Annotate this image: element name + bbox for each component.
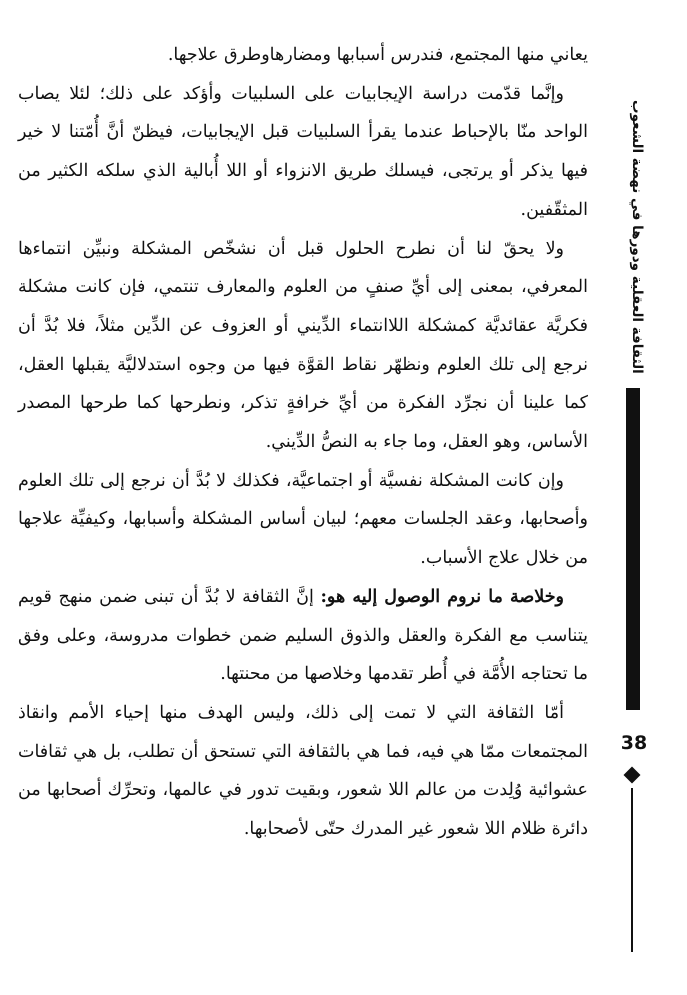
diamond-icon	[624, 767, 641, 784]
paragraph-social-problem: وإن كانت المشكلة نفسيَّة أو اجتماعيَّة، فكذلك لا بُدَّ أن نرجع إلى تلك العلوم وأصحابها، وعقد الجلسات معهم؛ لبيان أساس المشكلة وأسبابها، وكيفيِّة علاجها من خلال علاج الأسباب.	[18, 470, 588, 569]
side-bar-decoration	[626, 388, 640, 710]
page-number: 38	[620, 732, 648, 754]
summary-text: إنَّ الثقافة لا بُدَّ أن تبنى ضمن منهج قويم يتناسب مع الفكرة والعقل والذوق السليم ضمن خطوات مدروسة، وعلى وفق ما تحتاجه الأُمَّة في أُطر تقدمها وخلاصها من محنتها.	[18, 586, 588, 685]
summary-lead: وخلاصة ما نروم الوصول إليه هو:	[320, 586, 564, 607]
paragraph-summary	[18, 578, 588, 694]
running-head	[617, 100, 657, 374]
paragraph-random-cultures: أمّا الثقافة التي لا تمت إلى ذلك، وليس الهدف منها إحياء الأمم وانقاذ المجتمعات ممّا هي فيه، فما هي بالثقافة التي تستحق أن تطلب، بل هي ثقافات عشوائية وُلِدت من عالم اللا شعور، وبقيت تدور في عالمها، وتحرِّك أصحابها من دائرة ظلام اللا شعور غير المدرك حتّى لأصحابها.	[18, 702, 588, 840]
paragraph-continuation: يعاني منها المجتمع، فندرس أسبابها ومضارهاوطرق علاجها.	[167, 45, 588, 65]
body-text	[18, 36, 588, 849]
paragraph-diagnose-problem: ولا يحقّ لنا أن نطرح الحلول قبل أن نشخّص المشكلة ونبيِّن انتماءها المعرفي، بمعنى إلى أيِّ صنفٍ من العلوم والمعارف تنتمي، فإن كانت مشكلة فكريَّة عقائديَّة كمشكلة اللاانتماء الدِّيني أو العزوف عن الدِّين مثلاً، فلا بُدَّ أن نرجع إلى تلك العلوم ونظهّر نقاط القوَّة فيها من وجوه استدلاليَّة يقبلها العقل، كما علينا أن نجرِّد الفكرة من أيِّ خرافةٍ تذكر، ونطرحها كما طرحها المصدر الأساس، وهو العقل، وما جاء به النصُّ الدِّيني.	[18, 238, 588, 453]
side-line-divider	[631, 788, 633, 952]
running-head-title: الثقافة العقلية ودورها في نهضة الشعوب	[629, 100, 645, 374]
paragraph-positives-first: وإنَّما قدّمت دراسة الإيجابيات على السلبيات وأؤكد على ذلك؛ لئلا يصاب الواحد منّا بالإحباط عندما يقرأ السلبيات قبل الإيجابيات، فيظنّ أنَّ أُمّتنا لا خير فيها يذكر أو يرتجى، فيسلك طريق الانزواء أو اللا أُبالية الذي سلكه الكثير من المثقّفين.	[18, 83, 588, 220]
